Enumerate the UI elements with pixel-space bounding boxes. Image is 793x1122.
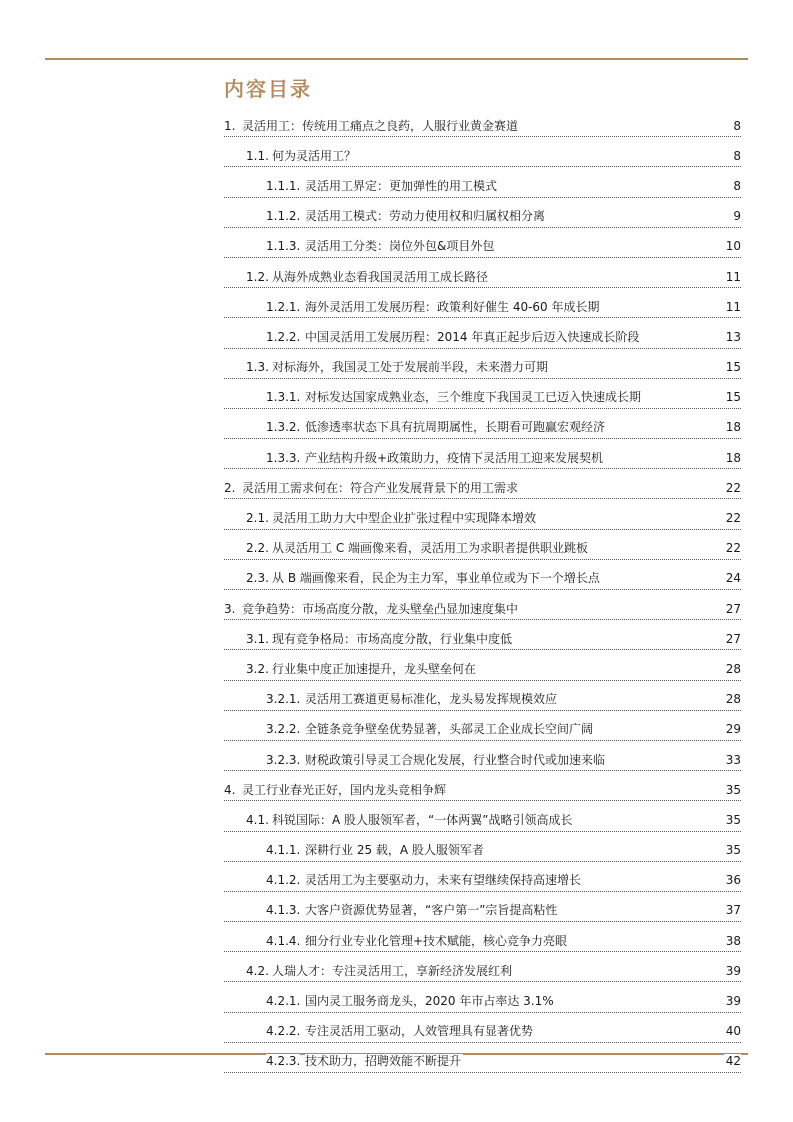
- toc-entry-number: 1.1.2.: [266, 209, 301, 224]
- toc-entry[interactable]: [0, 202, 793, 232]
- toc-entry-page: 15: [725, 390, 741, 405]
- toc-entry-title: 全链条竞争壁垒优势显著，头部灵工企业成长空间广阔: [305, 722, 594, 737]
- toc-entry-title: 行业集中度正加速提升，龙头壁垒何在: [272, 661, 477, 676]
- toc-entry-page: 27: [725, 631, 741, 646]
- toc-entry-number: 1.2.: [246, 269, 269, 284]
- toc-entry-title: 灵活用工赛道更易标准化，龙头易发挥规模效应: [305, 692, 558, 707]
- toc-entry-page: 27: [725, 601, 741, 616]
- toc-entry[interactable]: [0, 685, 793, 715]
- toc-entry-page: 11: [725, 299, 741, 314]
- toc-entry-number: 4.2.3.: [266, 1054, 301, 1069]
- toc-entry[interactable]: [0, 715, 793, 745]
- toc-entry[interactable]: [0, 956, 793, 986]
- toc-entry[interactable]: [0, 836, 793, 866]
- toc-entry-title: 中国灵活用工发展历程：2014 年真正起步后迈入快速成长阶段: [305, 329, 640, 344]
- toc-entry-page: 22: [725, 511, 741, 526]
- toc-entry-page: 13: [725, 329, 741, 344]
- toc-entry-number: 3.2.1.: [266, 692, 301, 707]
- toc-entry-title: 竞争趋势：市场高度分散，龙头壁垒凸显加速度集中: [242, 601, 519, 616]
- toc-entry-number: 1.1.1.: [266, 178, 301, 193]
- toc-entry-page: 8: [733, 178, 741, 193]
- toc-entry-number: 4.1.3.: [266, 903, 301, 918]
- toc-entry-title: 灵活用工模式：劳动力使用权和归属权相分离: [305, 209, 546, 224]
- toc-entry-title: 海外灵活用工发展历程：政策利好催生 40-60 年成长期: [305, 299, 600, 314]
- toc-entry-page: 18: [725, 420, 741, 435]
- toc-entry-page: 35: [725, 782, 741, 797]
- toc-entry[interactable]: [0, 473, 793, 503]
- toc-entry-title: 灵活用工界定：更加弹性的用工模式: [305, 178, 498, 193]
- toc-entry[interactable]: [0, 443, 793, 473]
- toc-entry-number: 2.2.: [246, 541, 269, 556]
- toc-entry[interactable]: [0, 292, 793, 322]
- toc-entry-title: 现有竞争格局：市场高度分散，行业集中度低: [272, 631, 513, 646]
- toc-entry[interactable]: [0, 624, 793, 654]
- toc-entry-title: 细分行业专业化管理+技术赋能，核心竞争力亮眼: [305, 933, 568, 948]
- toc-entry-title: 灵活用工分类：岗位外包&项目外包: [305, 239, 495, 254]
- page-title: 内容目录: [224, 77, 312, 101]
- toc-entry-title: 对标海外，我国灵工处于发展前半段，未来潜力可期: [272, 360, 549, 375]
- toc-entry-number: 3.: [224, 601, 236, 616]
- toc-entry[interactable]: [0, 171, 793, 201]
- toc-entry-number: 1.3.1.: [266, 390, 301, 405]
- toc-entry-title: 人瑞人才：专注灵活用工，享新经济发展红利: [272, 963, 513, 978]
- top-divider: [45, 58, 748, 60]
- toc-entry-page: 9: [733, 209, 741, 224]
- toc-entry-number: 2.3.: [246, 571, 269, 586]
- toc-entry-page: 38: [725, 933, 741, 948]
- toc-entry-title: 从灵活用工 C 端画像来看，灵活用工为求职者提供职业跳板: [272, 541, 589, 556]
- toc-entry-number: 4.1.1.: [266, 843, 301, 858]
- toc-entry-page: 22: [725, 480, 741, 495]
- toc-entry-number: 1.2.2.: [266, 329, 301, 344]
- toc-entry-number: 1.3.: [246, 360, 269, 375]
- toc-entry-number: 4.1.4.: [266, 933, 301, 948]
- toc-entry-number: 3.2.2.: [266, 722, 301, 737]
- toc-entry-page: 42: [725, 1054, 741, 1069]
- toc-entry-title: 科锐国际：A 股人服领军者，“一体两翼”战略引领高成长: [272, 812, 573, 827]
- toc-entry-title: 灵活用工为主要驱动力，未来有望继续保持高速增长: [305, 873, 582, 888]
- toc-entry[interactable]: [0, 926, 793, 956]
- toc-entry-page: 29: [725, 722, 741, 737]
- toc-entry-page: 33: [725, 752, 741, 767]
- toc-entry-page: 37: [725, 903, 741, 918]
- toc-entry-number: 4.: [224, 782, 236, 797]
- toc-entry-title: 灵活用工：传统用工痛点之良药，人服行业黄金赛道: [242, 118, 519, 133]
- toc-entry[interactable]: [0, 111, 793, 141]
- toc-entry[interactable]: [0, 353, 793, 383]
- toc-entry-page: 28: [725, 661, 741, 676]
- toc-entry-page: 8: [733, 118, 741, 133]
- toc-entry-number: 3.1.: [246, 631, 269, 646]
- toc-entry[interactable]: [0, 594, 793, 624]
- toc-entry-number: 1.1.3.: [266, 239, 301, 254]
- toc-entry-page: 40: [725, 1024, 741, 1039]
- toc-entry-page: 39: [725, 963, 741, 978]
- toc-entry[interactable]: [0, 654, 793, 684]
- toc-entry-number: 3.2.: [246, 661, 269, 676]
- toc-entry-title: 产业结构升级+政策助力，疫情下灵活用工迎来发展契机: [305, 450, 604, 465]
- toc-entry-number: 4.1.: [246, 812, 269, 827]
- toc-entry-page: 10: [725, 239, 741, 254]
- toc-entry-number: 2.: [224, 480, 236, 495]
- toc-entry-page: 35: [725, 812, 741, 827]
- toc-entry[interactable]: [0, 866, 793, 896]
- toc-entry[interactable]: [0, 503, 793, 533]
- toc-entry[interactable]: [0, 1047, 793, 1077]
- toc-entry[interactable]: [0, 262, 793, 292]
- toc-entry[interactable]: [0, 775, 793, 805]
- toc-entry-number: 4.1.2.: [266, 873, 301, 888]
- toc-entry[interactable]: [0, 986, 793, 1016]
- toc-entry-title: 专注灵活用工驱动，人效管理具有显著优势: [305, 1024, 534, 1039]
- toc-entry[interactable]: [0, 383, 793, 413]
- toc-entry-number: 1.1.: [246, 148, 269, 163]
- toc-entry[interactable]: [0, 896, 793, 926]
- toc-entry-title: 对标发达国家成熟业态，三个维度下我国灵工已迈入快速成长期: [305, 390, 642, 405]
- toc-entry-page: 24: [725, 571, 741, 586]
- toc-entry-title: 从海外成熟业态看我国灵活用工成长路径: [272, 269, 489, 284]
- toc-entry-number: 1.3.3.: [266, 450, 301, 465]
- toc-entry[interactable]: [0, 534, 793, 564]
- toc-entry-number: 3.2.3.: [266, 752, 301, 767]
- toc-entry-page: 11: [725, 269, 741, 284]
- toc-entry[interactable]: [0, 745, 793, 775]
- toc-entry-number: 1.3.2.: [266, 420, 301, 435]
- toc-entry-page: 28: [725, 692, 741, 707]
- toc-entry[interactable]: [0, 322, 793, 352]
- toc-entry[interactable]: [0, 805, 793, 835]
- toc-entry-number: 4.2.: [246, 963, 269, 978]
- toc-entry[interactable]: [0, 141, 793, 171]
- toc-entry-page: 18: [725, 450, 741, 465]
- toc-entry-title: 低渗透率状态下具有抗周期属性，长期看可跑赢宏观经济: [305, 420, 606, 435]
- toc-entry[interactable]: [0, 413, 793, 443]
- toc-entry-page: 22: [725, 541, 741, 556]
- table-of-contents: [0, 111, 793, 1077]
- toc-entry[interactable]: [0, 564, 793, 594]
- toc-entry-title: 灵活用工助力大中型企业扩张过程中实现降本增效: [272, 511, 537, 526]
- toc-entry-number: 2.1.: [246, 511, 269, 526]
- toc-entry-number: 1.2.1.: [266, 299, 301, 314]
- toc-entry-page: 35: [725, 843, 741, 858]
- toc-entry-title: 何为灵活用工？: [272, 148, 357, 163]
- toc-entry-title: 大客户资源优势显著，“客户第一”宗旨提高粘性: [305, 903, 558, 918]
- toc-entry-page: 39: [725, 994, 741, 1009]
- toc-entry-number: 4.2.1.: [266, 994, 301, 1009]
- toc-entry[interactable]: [0, 232, 793, 262]
- toc-entry-number: 1.: [224, 118, 236, 133]
- toc-entry-title: 财税政策引导灵工合规化发展，行业整合时代或加速来临: [305, 752, 606, 767]
- toc-entry-page: 8: [733, 148, 741, 163]
- toc-entry-page: 15: [725, 360, 741, 375]
- toc-entry-page: 36: [725, 873, 741, 888]
- toc-entry-title: 从 B 端画像来看，民企为主力军，事业单位或为下一个增长点: [272, 571, 600, 586]
- toc-entry-title: 国内灵工服务商龙头，2020 年市占率达 3.1%: [305, 994, 554, 1009]
- toc-entry-title: 技术助力，招聘效能不断提升: [305, 1054, 462, 1069]
- toc-entry-number: 4.2.2.: [266, 1024, 301, 1039]
- toc-entry[interactable]: [0, 1017, 793, 1047]
- toc-entry-title: 灵工行业春光正好，国内龙头竞相争辉: [242, 782, 447, 797]
- toc-entry-title: 灵活用工需求何在：符合产业发展背景下的用工需求: [242, 480, 519, 495]
- toc-entry-title: 深耕行业 25 载，A 股人服领军者: [305, 843, 484, 858]
